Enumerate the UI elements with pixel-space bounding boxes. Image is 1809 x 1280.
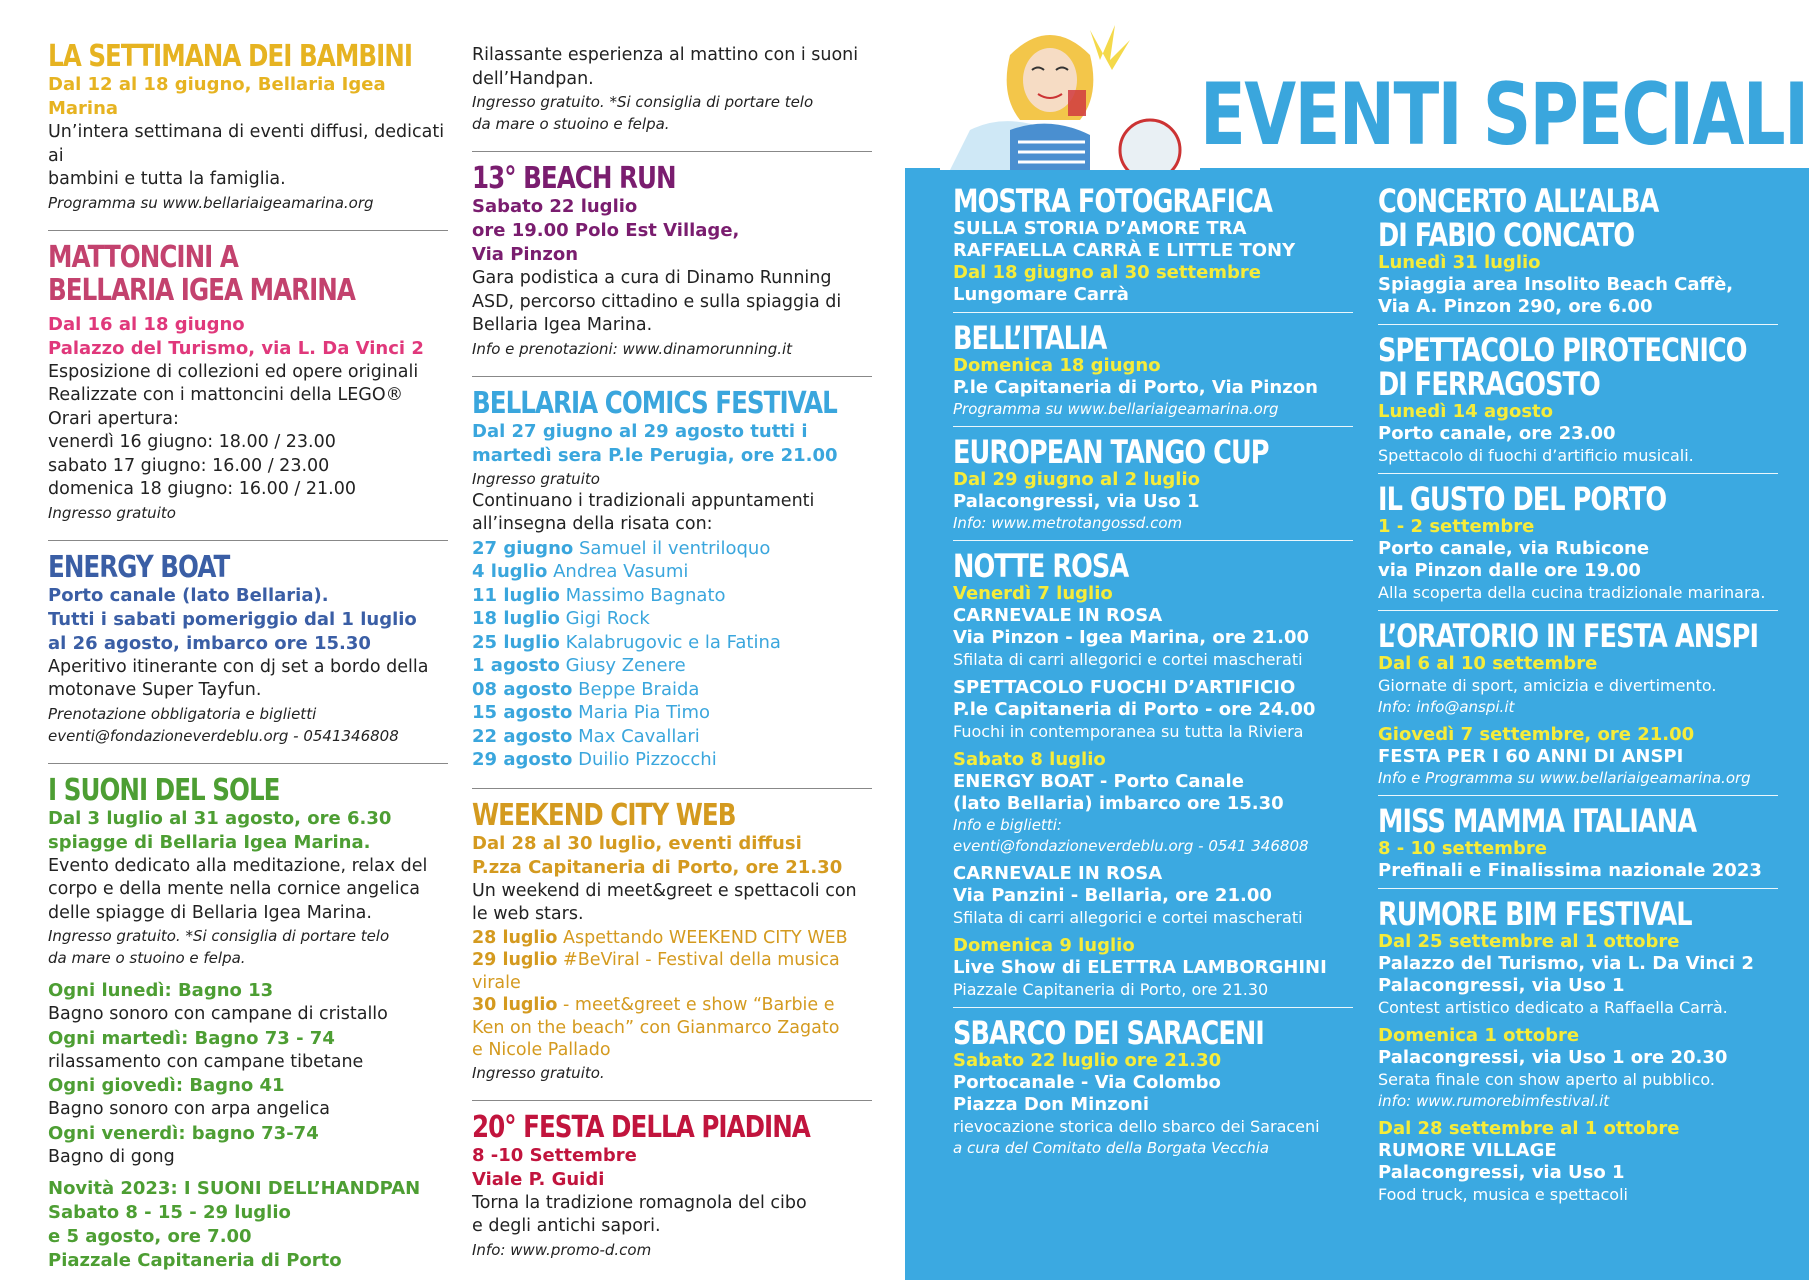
event-subtitle: ENERGY BOAT - Porto Canale bbox=[953, 771, 1244, 792]
event-note: da mare o stuoino e felpa. bbox=[48, 949, 246, 967]
event-description: Evento dedicato alla meditazione, relax del bbox=[48, 855, 428, 876]
event-description: Alla scoperta della cucina tradizionale marinara. bbox=[1378, 583, 1766, 602]
event-description: Bellaria Igea Marina. bbox=[472, 315, 653, 335]
event-date: Dal 6 al 10 settembre bbox=[1378, 653, 1598, 674]
event-date: Dal 27 giugno al 29 agosto tutti i bbox=[472, 420, 808, 442]
divider bbox=[472, 151, 872, 152]
event-place: Prefinali e Finalissima nazionale 2023 bbox=[1378, 860, 1762, 881]
event-date: Domenica 1 ottobre bbox=[1378, 1025, 1580, 1046]
event-place: Via Panzini - Bellaria, ore 21.00 bbox=[953, 885, 1272, 906]
event-description: Fuochi in contemporanea su tutta la Riviera bbox=[953, 722, 1304, 741]
event-description: Spettacolo di fuochi d’artificio musicali. bbox=[1378, 446, 1694, 465]
event-description: Orari apertura: bbox=[48, 408, 179, 429]
event-bell-italia bbox=[953, 321, 1353, 420]
event-note: eventi@fondazioneverdeblu.org - 0541 346808 bbox=[953, 837, 1309, 855]
event-place: Piazzale Capitaneria di Porto, ore 21.30 bbox=[953, 980, 1269, 999]
event-suoni-del-sole bbox=[48, 774, 448, 1280]
event-description: Un’intera settimana di eventi diffusi, dedicati ai bbox=[48, 122, 445, 166]
event-title: NOTTE ROSA bbox=[953, 547, 1129, 585]
weekend-date: 29 luglio bbox=[472, 950, 558, 970]
comics-date: 29 agosto bbox=[472, 749, 573, 770]
event-description: e degli antichi sapori. bbox=[472, 1216, 661, 1236]
divider bbox=[48, 540, 448, 541]
comics-date-row bbox=[472, 607, 872, 631]
comics-date-row bbox=[472, 537, 872, 561]
event-date: Venerdì 7 luglio bbox=[953, 583, 1113, 604]
event-title: DI FABIO CONCATO bbox=[1378, 216, 1635, 254]
event-description: Esposizione di collezioni ed opere originali bbox=[48, 361, 419, 382]
event-description: Gara podistica a cura di Dinamo Running bbox=[472, 268, 832, 288]
event-date: Dal 29 giugno al 2 luglio bbox=[953, 469, 1200, 490]
event-rumore-bim bbox=[1378, 897, 1778, 1206]
event-title: RUMORE BIM FESTIVAL bbox=[1378, 895, 1692, 933]
weekend-date: 30 luglio bbox=[472, 995, 558, 1015]
event-title: CONCERTO ALL’ALBA bbox=[1378, 182, 1659, 220]
event-comics-festival bbox=[472, 387, 872, 780]
event-note: Info: www.metrotangossd.com bbox=[953, 514, 1183, 532]
event-gusto-porto bbox=[1378, 482, 1778, 604]
event-note: Info: info@anspi.it bbox=[1378, 698, 1515, 716]
event-title: ENERGY BOAT bbox=[48, 549, 230, 585]
event-subtitle: CARNEVALE IN ROSA bbox=[953, 605, 1163, 626]
event-description: Sfilata di carri allegorici e cortei mascherati bbox=[953, 650, 1303, 669]
comics-artist: Duilio Pizzocchi bbox=[578, 749, 717, 770]
column-4 bbox=[1378, 184, 1778, 1206]
event-description: motonave Super Tayfun. bbox=[48, 680, 262, 700]
divider bbox=[1378, 324, 1778, 325]
event-subtitle: FESTA PER I 60 ANNI DI ANSPI bbox=[1378, 746, 1684, 767]
comics-artist: Samuel il ventriloquo bbox=[578, 537, 771, 559]
event-note: eventi@fondazioneverdeblu.org - 0541346808 bbox=[48, 726, 399, 745]
event-subtitle: SULLA STORIA D’AMORE TRA bbox=[953, 218, 1247, 239]
event-note: Info e Programma su www.bellariaigeamarina.org bbox=[1378, 769, 1751, 787]
event-place: Palacongressi, via Uso 1 ore 20.30 bbox=[1378, 1047, 1728, 1068]
event-place: Viale P. Guidi bbox=[472, 1168, 605, 1190]
event-title: SPETTACOLO PIROTECNICO bbox=[1378, 331, 1747, 369]
event-date: Dal 18 giugno al 30 settembre bbox=[953, 262, 1262, 283]
handpan-date: Sabato 8 - 15 - 29 luglio bbox=[48, 1202, 291, 1223]
event-place: Piazza Don Minzoni bbox=[953, 1094, 1149, 1115]
weekend-date-row bbox=[472, 949, 872, 994]
event-subtitle: CARNEVALE IN ROSA bbox=[953, 863, 1163, 884]
event-place: spiagge di Bellaria Igea Marina. bbox=[48, 831, 371, 853]
event-title: I SUONI DEL SOLE bbox=[48, 772, 280, 808]
event-note: Ingresso gratuito bbox=[48, 503, 176, 522]
event-place: Palacongressi, via Uso 1 bbox=[1378, 1162, 1625, 1183]
event-description: Contest artistico dedicato a Raffaella Carrà. bbox=[1378, 998, 1728, 1017]
event-description: Food truck, musica e spettacoli bbox=[1378, 1185, 1628, 1204]
event-title: 13° BEACH RUN bbox=[472, 161, 676, 196]
event-place: Spiaggia area Insolito Beach Caffè, bbox=[1378, 274, 1734, 295]
event-date: Sabato 22 luglio bbox=[472, 196, 638, 217]
event-description: ASD, percorso cittadino e sulla spiaggia di bbox=[472, 291, 842, 312]
event-place: Via Pinzon - Igea Marina, ore 21.00 bbox=[953, 627, 1310, 648]
event-date: Dal 25 settembre al 1 ottobre bbox=[1378, 931, 1680, 952]
event-title: SBARCO DEI SARACENI bbox=[953, 1014, 1264, 1052]
comics-date-row bbox=[472, 584, 872, 608]
divider bbox=[953, 1007, 1353, 1008]
event-note: Ingresso gratuito. bbox=[472, 1063, 605, 1082]
event-place: P.zza Capitaneria di Porto, ore 21.30 bbox=[472, 856, 843, 878]
comics-date-row bbox=[472, 654, 872, 678]
comics-date: 11 luglio bbox=[472, 584, 560, 606]
event-handpan-continued bbox=[472, 44, 872, 143]
weekend-date-row bbox=[472, 927, 872, 950]
event-oratorio bbox=[1378, 619, 1778, 789]
comics-date: 4 luglio bbox=[472, 561, 548, 582]
event-date: Domenica 9 luglio bbox=[953, 935, 1135, 956]
event-note: Programma su www.bellariaigeamarina.org bbox=[48, 193, 374, 212]
comics-artist: Giusy Zenere bbox=[565, 655, 686, 676]
handpan-date: e 5 agosto, ore 7.00 bbox=[48, 1226, 252, 1247]
event-beach-run bbox=[472, 162, 872, 368]
event-date: Dal 16 al 18 giugno bbox=[48, 313, 245, 335]
event-subtitle: SPETTACOLO FUOCHI D’ARTIFICIO bbox=[953, 677, 1296, 698]
comics-date: 08 agosto bbox=[472, 678, 573, 700]
woman-with-drink-illustration bbox=[940, 10, 1200, 170]
event-note: info: www.rumorebimfestival.it bbox=[1378, 1092, 1610, 1110]
event-settimana-bambini bbox=[48, 40, 448, 222]
divider bbox=[472, 1100, 872, 1101]
divider bbox=[953, 426, 1353, 427]
event-mostra-fotografica bbox=[953, 184, 1353, 306]
column-1 bbox=[48, 40, 448, 1280]
weekend-date: 28 luglio bbox=[472, 927, 558, 948]
event-date: 1 - 2 settembre bbox=[1378, 516, 1535, 537]
event-date: 8 - 10 settembre bbox=[1378, 838, 1547, 859]
event-sbarco-saraceni bbox=[953, 1016, 1353, 1159]
event-weekend-city-web bbox=[472, 799, 872, 1092]
event-note: Prenotazione obbligatoria e biglietti bbox=[48, 704, 317, 723]
event-date: Sabato 22 luglio ore 21.30 bbox=[953, 1050, 1222, 1071]
event-date: Tutti i sabati pomeriggio dal 1 luglio bbox=[48, 608, 417, 630]
event-note: a cura del Comitato della Borgata Vecchia bbox=[953, 1139, 1270, 1157]
column-2 bbox=[472, 44, 872, 1269]
event-place: Lungomare Carrà bbox=[953, 284, 1129, 305]
event-place: Palazzo del Turismo, via L. Da Vinci 2 bbox=[48, 337, 424, 359]
event-note: Info e prenotazioni: www.dinamorunning.it bbox=[472, 339, 793, 358]
event-date: Lunedì 31 luglio bbox=[1378, 252, 1541, 273]
weekend-date-row bbox=[472, 994, 872, 1017]
event-place: Palazzo del Turismo, via L. Da Vinci 2 bbox=[1378, 953, 1754, 974]
event-date: Lunedì 14 agosto bbox=[1378, 401, 1554, 422]
comics-date-row bbox=[472, 631, 872, 655]
event-title: LA SETTIMANA DEI BAMBINI bbox=[48, 39, 413, 74]
divider bbox=[1378, 473, 1778, 474]
event-pirotecnico bbox=[1378, 333, 1778, 467]
event-title: WEEKEND CITY WEB bbox=[472, 797, 736, 833]
event-title: L’ORATORIO IN FESTA ANSPI bbox=[1378, 617, 1759, 655]
event-title: BELL’ITALIA bbox=[953, 319, 1107, 357]
comics-date-row bbox=[472, 560, 872, 584]
event-place: Porto canale, ore 23.00 bbox=[1378, 423, 1616, 444]
event-date: Giovedì 7 settembre, ore 21.00 bbox=[1378, 724, 1695, 745]
divider bbox=[953, 312, 1353, 313]
event-description: sabato 17 giugno: 16.00 / 23.00 bbox=[48, 455, 330, 476]
event-concerto-alba bbox=[1378, 184, 1778, 318]
event-description: Giornate di sport, amicizia e divertimento. bbox=[1378, 676, 1717, 695]
weekend-desc: #BeViral - Festival della musica virale bbox=[472, 950, 840, 993]
comics-artist: Max Cavallari bbox=[578, 725, 700, 747]
event-description: Un weekend di meet&greet e spettacoli con bbox=[472, 880, 857, 901]
weekend-desc: - meet&greet e show “Barbie e bbox=[563, 995, 835, 1015]
event-date: 8 -10 Settembre bbox=[472, 1144, 637, 1166]
event-title: MOSTRA FOTOGRAFICA bbox=[953, 182, 1272, 220]
event-note: Programma su www.bellariaigeamarina.org bbox=[953, 400, 1279, 418]
handpan-place: Piazzale Capitaneria di Porto bbox=[48, 1250, 342, 1271]
comics-date: 18 luglio bbox=[472, 608, 560, 629]
column-3 bbox=[953, 184, 1353, 1159]
comics-date-row bbox=[472, 678, 872, 702]
event-title: MISS MAMMA ITALIANA bbox=[1378, 802, 1697, 840]
event-place: Porto canale (lato Bellaria). bbox=[48, 584, 329, 606]
event-subtitle: Live Show di ELETTRA LAMBORGHINI bbox=[953, 957, 1327, 978]
schedule-day: Ogni venerdì: bagno 73-74 bbox=[48, 1122, 319, 1144]
event-title: BELLARIA COMICS FESTIVAL bbox=[472, 385, 837, 421]
event-date: Dal 12 al 18 giugno, Bellaria Igea Marina bbox=[48, 74, 386, 119]
event-subtitle: RAFFAELLA CARRÀ E LITTLE TONY bbox=[953, 240, 1296, 261]
event-note: Info e biglietti: bbox=[953, 816, 1062, 834]
comics-date: 1 agosto bbox=[472, 655, 560, 676]
comics-artist: Kalabrugovic e la Fatina bbox=[565, 631, 781, 653]
event-description: Sfilata di carri allegorici e cortei mascherati bbox=[953, 908, 1303, 927]
event-date: al 26 agosto, imbarco ore 15.30 bbox=[48, 632, 371, 654]
event-description: Realizzate con i mattoncini della LEGO® bbox=[48, 385, 404, 405]
schedule-desc: rilassamento con campane tibetane bbox=[48, 1051, 364, 1072]
event-place: Palacongressi, via Uso 1 bbox=[1378, 975, 1625, 996]
comics-artist: Beppe Braida bbox=[578, 678, 700, 700]
event-description: corpo e della mente nella cornice angelica bbox=[48, 879, 420, 899]
divider bbox=[1378, 610, 1778, 611]
weekend-desc-cont: e Nicole Pallado bbox=[472, 1040, 611, 1060]
schedule-day: Ogni martedì: Bagno 73 - 74 bbox=[48, 1027, 335, 1049]
event-title: 20° FESTA DELLA PIADINA bbox=[472, 1109, 810, 1145]
weekend-desc: Aspettando WEEKEND CITY WEB bbox=[563, 927, 848, 948]
event-note: Info: www.promo-d.com bbox=[472, 1240, 652, 1259]
event-note: da mare o stuoino e felpa. bbox=[472, 115, 670, 133]
comics-date-row bbox=[472, 748, 872, 772]
event-title: BELLARIA IGEA MARINA bbox=[48, 272, 355, 308]
comics-date: 25 luglio bbox=[472, 631, 560, 653]
event-place: Portocanale - Via Colombo bbox=[953, 1072, 1221, 1093]
divider bbox=[472, 376, 872, 377]
comics-date-row bbox=[472, 725, 872, 749]
event-place: ore 19.00 Polo Est Village, bbox=[472, 220, 740, 241]
comics-artist: Maria Pia Timo bbox=[578, 702, 711, 723]
comics-date: 27 giugno bbox=[472, 537, 574, 559]
divider bbox=[953, 540, 1353, 541]
event-date: Sabato 8 luglio bbox=[953, 749, 1106, 770]
event-title: MATTONCINI A bbox=[48, 239, 238, 275]
event-subtitle: RUMORE VILLAGE bbox=[1378, 1140, 1557, 1161]
comics-date-row bbox=[472, 701, 872, 725]
event-tango-cup bbox=[953, 435, 1353, 534]
comics-date: 22 agosto bbox=[472, 725, 573, 747]
event-date: Domenica 18 giugno bbox=[953, 355, 1161, 376]
event-date: Dal 3 luglio al 31 agosto, ore 6.30 bbox=[48, 807, 392, 829]
event-description: rievocazione storica dello sbarco dei Saraceni bbox=[953, 1117, 1320, 1136]
event-title: EUROPEAN TANGO CUP bbox=[953, 433, 1269, 471]
event-place: P.le Capitaneria di Porto - ore 24.00 bbox=[953, 699, 1316, 720]
event-notte-rosa bbox=[953, 549, 1353, 1001]
event-title: IL GUSTO DEL PORTO bbox=[1378, 480, 1667, 518]
event-description: le web stars. bbox=[472, 904, 584, 924]
event-description: Continuano i tradizionali appuntamenti bbox=[472, 490, 815, 511]
event-date: Dal 28 settembre al 1 ottobre bbox=[1378, 1118, 1680, 1139]
event-place: martedì sera P.le Perugia, ore 21.00 bbox=[472, 444, 838, 466]
event-description: domenica 18 giugno: 16.00 / 21.00 bbox=[48, 479, 356, 499]
event-description: delle spiagge di Bellaria Igea Marina. bbox=[48, 902, 372, 923]
event-place: via Pinzon dalle ore 19.00 bbox=[1378, 560, 1641, 581]
event-place: Porto canale, via Rubicone bbox=[1378, 538, 1650, 559]
event-note: Ingresso gratuito. *Si consiglia di portare telo bbox=[48, 927, 390, 945]
schedule-day: Ogni giovedì: Bagno 41 bbox=[48, 1075, 285, 1096]
event-description: dell’Handpan. bbox=[472, 68, 594, 89]
event-miss-mamma bbox=[1378, 804, 1778, 882]
event-note: Ingresso gratuito bbox=[472, 469, 600, 488]
handpan-title: Novità 2023: I SUONI DELL’HANDPAN bbox=[48, 1178, 421, 1199]
event-description: Torna la tradizione romagnola del cibo bbox=[472, 1192, 807, 1213]
divider bbox=[472, 788, 872, 789]
comics-artist: Andrea Vasumi bbox=[553, 561, 689, 582]
page-title: EVENTI SPECIALI bbox=[1200, 65, 1808, 165]
divider bbox=[1378, 888, 1778, 889]
event-date: Dal 28 al 30 luglio, eventi diffusi bbox=[472, 832, 802, 854]
event-description: bambini e tutta la famiglia. bbox=[48, 169, 286, 189]
event-place: Via Pinzon bbox=[472, 244, 579, 265]
schedule-desc: Bagno sonoro con campane di cristallo bbox=[48, 1004, 388, 1024]
divider bbox=[48, 763, 448, 764]
comics-date: 15 agosto bbox=[472, 702, 573, 723]
event-festa-piadina bbox=[472, 1111, 872, 1269]
event-description: all’insegna della risata con: bbox=[472, 514, 713, 534]
weekend-desc-cont: Ken on the beach” con Gianmarco Zagato bbox=[472, 1017, 840, 1038]
event-place: P.le Capitaneria di Porto, Via Pinzon bbox=[953, 377, 1318, 398]
event-description: venerdì 16 giugno: 18.00 / 23.00 bbox=[48, 432, 336, 452]
divider bbox=[48, 230, 448, 231]
event-place: (lato Bellaria) imbarco ore 15.30 bbox=[953, 793, 1284, 814]
event-title: DI FERRAGOSTO bbox=[1378, 365, 1600, 403]
event-energy-boat bbox=[48, 551, 448, 755]
comics-artist: Gigi Rock bbox=[565, 608, 650, 629]
event-mattoncini bbox=[48, 241, 448, 532]
event-place: Via A. Pinzon 290, ore 6.00 bbox=[1378, 296, 1653, 317]
schedule-desc: Bagno sonoro con arpa angelica bbox=[48, 1099, 330, 1119]
divider bbox=[1378, 795, 1778, 796]
event-description: Aperitivo itinerante con dj set a bordo della bbox=[48, 656, 429, 677]
schedule-day: Ogni lunedì: Bagno 13 bbox=[48, 980, 274, 1001]
event-place: Palacongressi, via Uso 1 bbox=[953, 491, 1200, 512]
event-note: Ingresso gratuito. *Si consiglia di portare telo bbox=[472, 93, 814, 111]
comics-artist: Massimo Bagnato bbox=[565, 584, 726, 606]
event-description: Rilassante esperienza al mattino con i suoni bbox=[472, 45, 859, 65]
schedule-desc: Bagno di gong bbox=[48, 1146, 175, 1167]
event-description: Serata finale con show aperto al pubblico. bbox=[1378, 1070, 1715, 1089]
